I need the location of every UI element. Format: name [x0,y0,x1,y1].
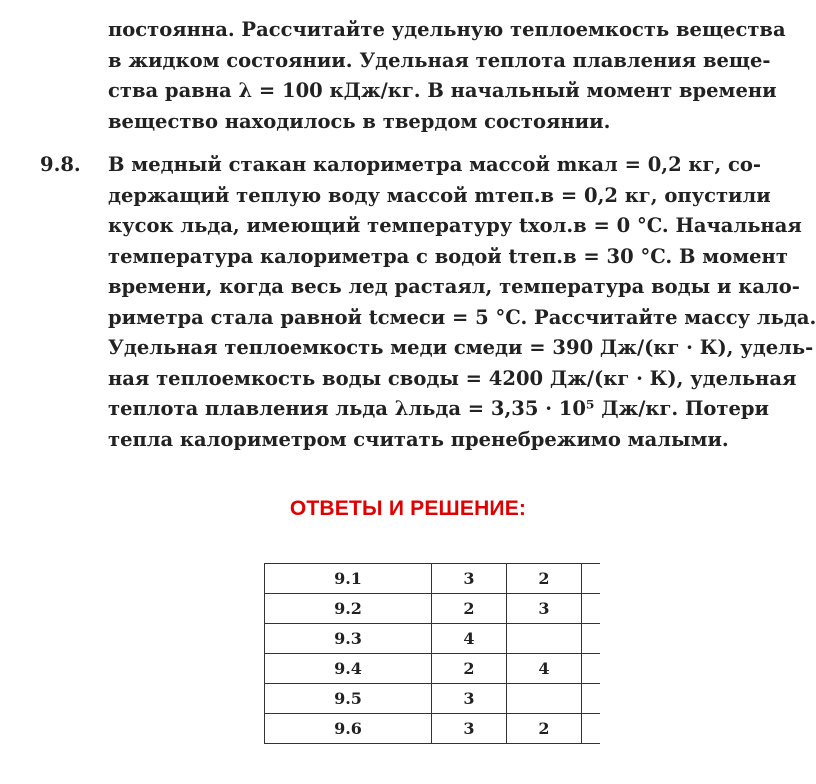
answer-cell [582,684,601,714]
text-line: времени, когда весь лед растаял, температура воды и кало- [108,275,800,298]
answer-number: 9.5 [265,684,432,714]
answers-heading: ОТВЕТЫ И РЕШЕНИЕ: [289,497,527,520]
answer-cell: 3 [432,714,507,744]
answers-table [264,563,600,744]
text-line: Удельная теплоемкость меди cмеди = 390 Дж/(кг · К), удель- [108,336,814,359]
answer-cell: 3 [507,594,582,624]
answer-cell [582,594,601,624]
table-row [265,594,601,624]
text-line: в жидком состоянии. Удельная теплота плавления веще- [108,48,771,72]
problem-text [108,150,816,455]
text-line: постоянна. Рассчитайте удельную теплоемкость вещества [108,18,786,41]
text-line: риметра стала равной tсмеси = 5 °C. Рассчитайте массу льда. [108,305,816,329]
answer-number: 9.1 [265,564,432,594]
answer-cell: 3 [432,564,507,594]
answer-cell: 2 [507,714,582,744]
answer-cell [582,624,601,654]
text-line: В медный стакан калориметра массой mкал = 0,2 кг, со- [108,153,762,176]
table-row [265,714,601,744]
answer-cell: 4 [432,624,507,654]
answer-cell [582,564,601,594]
table-row [265,564,601,594]
text-line: теплота плавления льда λльда = 3,35 · 10⁵ Дж/кг. Потери [108,397,770,420]
text-line: тепла калориметром считать пренебрежимо малыми. [108,427,729,451]
text-line: ства равна λ = 100 кДж/кг. В начальный момент времени [108,79,777,102]
table-row [265,684,601,714]
table-row [265,654,601,684]
answer-cell: 2 [507,564,582,594]
answer-number: 9.3 [265,624,432,654]
answer-cell [582,714,601,744]
answer-number: 9.2 [265,594,432,624]
text-line: температура калориметра с водой tтеп.в = 30 °C. В момент [108,244,788,268]
previous-problem-text [108,15,786,137]
answer-number: 9.4 [265,654,432,684]
answer-cell [582,654,601,684]
answer-cell: 3 [432,684,507,714]
answer-cell: 2 [432,654,507,684]
answer-cell [507,684,582,714]
problem-number: 9.8. [40,153,81,176]
answer-cell [507,624,582,654]
text-line: держащий теплую воду массой mтеп.в = 0,2 кг, опустили [108,183,771,207]
text-line: вещество находилось в твердом состоянии. [108,109,611,133]
table-row [265,624,601,654]
text-line: ная теплоемкость воды своды = 4200 Дж/(кг · К), удельная [108,366,797,390]
answer-cell: 4 [507,654,582,684]
answer-number: 9.6 [265,714,432,744]
text-line: кусок льда, имеющий температуру tхол.в = 0 °C. Начальная [108,214,802,237]
answer-cell: 2 [432,594,507,624]
